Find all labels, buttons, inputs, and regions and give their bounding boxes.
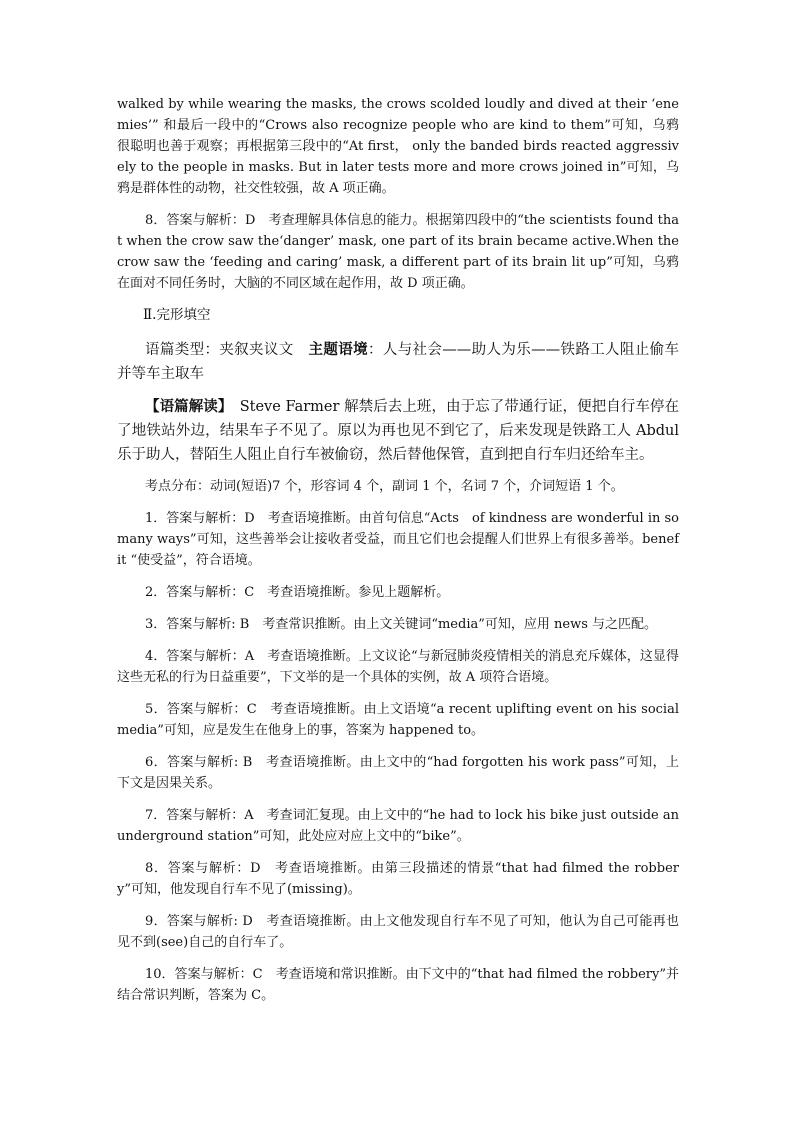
genre-prefix: 语篇类型：夹叙夹议文 bbox=[145, 342, 309, 358]
answer-1: 1．答案与解析：D 考查语境推断。由首句信息“Acts of kindness are wonderful in so many ways”可知，这些善举会让接收者受益，而且它们也会提醒人们世界上有很多善举。benefit “使受益”，符合语境。 bbox=[117, 511, 680, 568]
answer-5: 5．答案与解析：C 考查语境推断。由上文语境“a recent uplifting event on his social media”可知，应是发生在他身上的事，答案为 happened to。 bbox=[117, 702, 679, 738]
answer-8-reading: 8．答案与解析：D 考查理解具体信息的能力。根据第四段中的“the scientists found that when the crow saw the‘danger’ mask, one part of its brain became active.When the crow saw the ‘feeding and caring’ mask, a different part of its brain lit up”可知，乌鸦在面对不同任务时，大脑的不同区域在起作用，故 D 项正确。 bbox=[117, 213, 679, 291]
document-page bbox=[117, 94, 679, 1017]
answer-3: 3．答案与解析: B 考查常识推断。由上文关键词“media”可知，应用 news 与之匹配。 bbox=[145, 617, 658, 632]
section-title: Ⅱ.完形填空 bbox=[143, 307, 211, 323]
answer-8: 8．答案与解析：D 考查语境推断。由第三段描述的情景“that had filmed the robbery”可知，他发现自行车不见了(missing)。 bbox=[117, 861, 679, 897]
genre-line bbox=[117, 338, 679, 386]
theme-label: 主题语境 bbox=[308, 341, 368, 358]
answer-9: 9．答案与解析: D 考查语境推断。由上文他发现自行车不见了可知，他认为自己可能再也见不到(see)自己的自行车了。 bbox=[117, 914, 679, 950]
test-point-distribution: 考点分布：动词(短语)7 个，形容词 4 个，副词 1 个，名词 7 个，介词短语 1 个。 bbox=[145, 479, 624, 494]
answer-6: 6．答案与解析: B 考查语境推断。由上文中的“had forgotten his work pass”可知，上下文是因果关系。 bbox=[117, 755, 679, 791]
answer-10: 10．答案与解析：C 考查语境和常识推断。由下文中的“that had filmed the robbery”并结合常识判断，答案为 C。 bbox=[117, 967, 679, 1003]
passage-interpretation bbox=[117, 395, 679, 467]
interpretation-label: 【语篇解读】 bbox=[145, 398, 226, 415]
answer-4: 4．答案与解析：A 考查语境推断。上文议论“与新冠肺炎疫情相关的消息充斥媒体，这显得这些无私的行为日益重要”，下文举的是一个具体的实例，故 A 项符合语境。 bbox=[117, 649, 679, 685]
answer-2: 2．答案与解析：C 考查语境推断。参见上题解析。 bbox=[145, 585, 450, 600]
paragraph-continued: walked by while wearing the masks, the crows scolded loudly and dived at their ‘enemies’” 和最后一段中的“Crows also recognize people who are kind to them”可知，乌鸦很聪明也善于观察；再根据第三段中的“At first， only the banded birds reacted aggressively to the people in masks. But in later tests more and more crows joined in”可知，乌鸦是群体性的动物，社交性较强，故 A 项正确。 bbox=[117, 97, 679, 196]
interpretation-text: Steve Farmer 解禁后去上班，由于忘了带通行证，便把自行车停在了地铁站外边，结果车子不见了。原以为再也见不到它了，后来发现是铁路工人 Abdul 乐于助人，替陌生人阻止自行车被偷窃，然后替他保管，直到把自行车归还给车主。 bbox=[117, 399, 679, 463]
answer-7: 7．答案与解析：A 考查词汇复现。由上文中的“he had to lock his bike just outside an underground station”可知，此处应对应上文中的“bike”。 bbox=[117, 808, 680, 844]
genre-rest: ：人与社会——助人为乐——铁路工人阻止偷车并等车主取车 bbox=[117, 342, 680, 382]
